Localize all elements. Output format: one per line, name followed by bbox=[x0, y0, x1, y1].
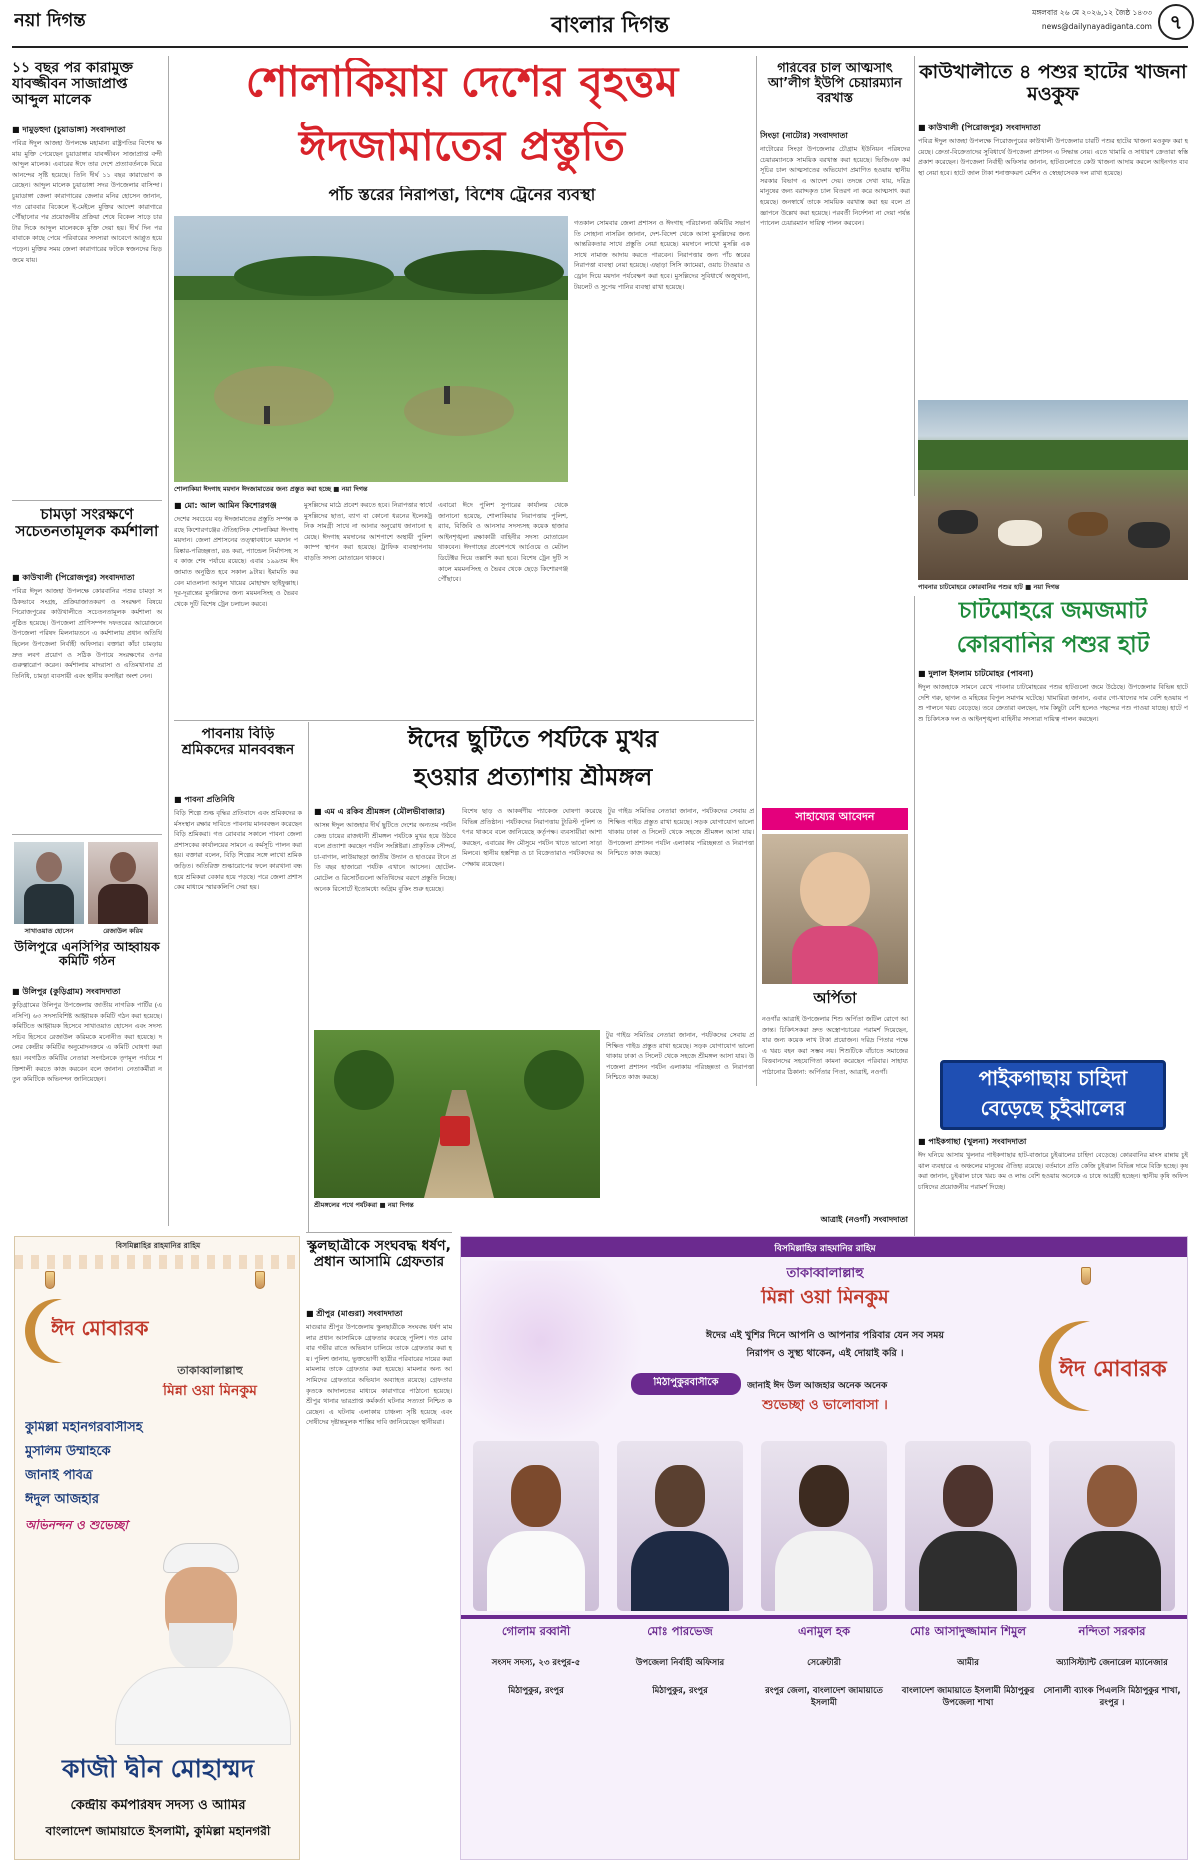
ad1-minna: মিন্না ওয়া মিনকুম bbox=[163, 1383, 257, 1399]
byline-singra: সিংড়া (নাটোর) সংবাদদাতা bbox=[760, 131, 848, 140]
page-number-text: ৭ bbox=[1169, 10, 1183, 34]
appeal-child-name: অর্পিতা bbox=[813, 990, 857, 1007]
ad1-bismillah: বিসমিল্লাহির রাহমানির রাহিম bbox=[115, 1241, 201, 1250]
byline-kawkhali: ■ কাউখালী (পিরোজপুর) সংবাদদাতা bbox=[12, 573, 135, 582]
headline-bidi-workers: পাবনায় বিড়ি শ্রমিকদের মানববন্ধন bbox=[181, 726, 295, 759]
ad2-wish2: নিরাপদ ও সুস্থ্য থাকেন, এই দোয়াই করি । bbox=[746, 1348, 904, 1359]
headline-rape-arrest: স্কুলছাত্রীকে সংঘবদ্ধ ধর্ষণ, প্রধান আসামি গ্রেফতার bbox=[307, 1238, 451, 1271]
ad1-taqabbal: তাকাব্বালাল্লাহু bbox=[177, 1365, 243, 1377]
ad1-line3: জানাই পবিত্র bbox=[25, 1469, 93, 1483]
ad2-person-name: মোঃ আসাদুজ্জামান শিমুল bbox=[910, 1625, 1026, 1638]
lead-photo bbox=[174, 216, 568, 482]
ad2-person-card bbox=[611, 1435, 749, 1855]
headline-chatmohar-line1: চাটমোহরে জমজমাট bbox=[958, 598, 1148, 624]
ad2-person-photo bbox=[1049, 1441, 1175, 1611]
body-bidi-workers: বিড়ি শিল্পে শুল্ক বৃদ্ধির প্রতিবাদে এবং শ্রমিকদের কর্মসংস্থান রক্ষার দাবিতে পাবনায় মানববন্ধন করেছেন বিড়ি শ্রমিকরা। গত রোববার সকালে পাবনা জেলা প্রশাসকের কার্যালয়ের সামনে এ কর্মসূচি পালন করা হয়। বক্তারা বলেন, বিড়ি শিল্পের সঙ্গে লাখো শ্রমিক জড়িত। অতিরিক্ত শুল্কারোপের ফলে কারখানা বন্ধ হয়ে শ্রমিকরা বেকার হয়ে পড়ছে। পরে জেলা প্রশাসকের মাধ্যমে স্মারকলিপি দেয়া হয়। bbox=[174, 809, 302, 892]
ad1-line4: ঈদুল আজহার bbox=[25, 1493, 100, 1507]
page-number bbox=[1158, 4, 1194, 40]
ad2-person-title: অ্যাসিস্ট্যান্ট জেনারেল ম্যানেজার bbox=[1056, 1658, 1168, 1668]
lead-body-col3: এবারো ঈদে পুলিশ সুপারের কার্যালয় থেকে জানানো হয়েছে, শোলাকিয়ার নিরাপত্তায় পুলিশ, র‍্যাব, বিজিবি ও আনসার সদস্যসহ কয়েক হাজার আইনশৃঙ্খলা রক্ষাকারী বাহিনীর সদস্য মোতায়েন থাকবেন। ঈদগাহের প্রবেশপথে আর্চওয়ে ও মেটাল ডিটেক্টর দিয়ে তল্লাশি করা হবে। বিশেষ ট্রেন দুটি সকালে ময়মনসিংহ ও ভৈরব থেকে ছেড়ে কিশোরগঞ্জ পৌঁছাবে। bbox=[438, 501, 568, 584]
body-srimangal-4: টুর গাইড সমিতির নেতারা জানান, পর্যটকদের সেবায় প্রশিক্ষিত গাইড প্রস্তুত রাখা হয়েছে। সড়ক যোগাযোগ ভালো থাকায় ঢাকা ও সিলেট থেকে সহজে শ্রীমঙ্গল আসা যায়। উপজেলা প্রশাসন পর্যটন এলাকায় পরিচ্ছন্নতা ও নিরাপত্তা নিশ্চিতে কাজ করছে। bbox=[606, 1031, 754, 1082]
ad2-person-card bbox=[755, 1435, 893, 1855]
caption-sakhawat: সাখাওয়াত হোসেন bbox=[24, 927, 74, 935]
ad2-person-card bbox=[899, 1435, 1037, 1855]
ad2-bismillah: বিসমিল্লাহির রাহমানির রাহিম bbox=[774, 1244, 876, 1254]
byline-srimangal: ■ এম এ রকিব শ্রীমঙ্গল (মৌলভীবাজার) bbox=[314, 807, 446, 816]
ad2-person-org: রংপুর জেলা, বাংলাদেশ জামায়াতে ইসলামী bbox=[765, 1686, 883, 1708]
ad2-person-title: উপজেলা নির্বাহী অফিসার bbox=[635, 1658, 725, 1668]
body-chatmohar: ঈদুল আজহাকে সামনে রেখে পাবনার চাটমোহরের পশুর হাটগুলো জমে উঠেছে। উপজেলার বিভিন্ন হাটে দেশি গরু, ছাগল ও মহিষের বিপুল সমাগম ঘটেছে। খামারিরা জানান, এবার গো-খাদ্যের দাম বেশি হওয়ায় পশু পালনে খরচ বেড়েছে। তবে ক্রেতারা বলছেন, দাম কিছুটা বেশি হলেও পছন্দের পশু পাওয়া যাচ্ছে। হাটে পশু চিকিৎসক দল ও আইনশৃঙ্খলা বাহিনীর সদস্যরা দায়িত্ব পালন করছেন। bbox=[918, 683, 1188, 723]
byline-chatmohar: ■ দুলাল ইসলাম চাটমোহর (পাবনা) bbox=[918, 669, 1034, 678]
headline-chatmohar-line2: কোরবানির পশুর হাট bbox=[956, 632, 1150, 658]
ad2-person-org: বাংলাদেশ জামায়াতে ইসলামী মিঠাপুকুর উপজেলা শাখা bbox=[901, 1686, 1035, 1708]
headline-khajna: কাউখালীতে ৪ পশুর হাটের খাজনা মওকুফ bbox=[919, 62, 1187, 105]
ad2-mithapukur: মিঠাপুকুরবাসীকে bbox=[653, 1377, 719, 1388]
cattle-market-caption: পাবনার চাটমোহরে কোরবানির পশুর হাট ■ নয়া দিগন্ত bbox=[918, 583, 1060, 591]
lead-headline-line2: ঈদজামাতের প্রস্তুতি bbox=[299, 122, 625, 170]
ad2-mithapukur-line2: জানাই ঈদ উল আজহার অনেক অনেক bbox=[747, 1381, 888, 1391]
ad1-line2: মুসলিম উম্মাহকে bbox=[25, 1445, 111, 1459]
ad2-person-photo bbox=[617, 1441, 743, 1611]
ad1-eid-mubarak: ঈদ মোবারক bbox=[51, 1317, 149, 1340]
byline-pabna: ■ পাবনা প্রতিনিধি bbox=[174, 795, 235, 804]
lead-body-col2: মুসল্লিদের মাঠে প্রবেশ করতে হবে। নিরাপত্তার স্বার্থে মুসল্লিদের ছাতা, ব্যাগ বা কোনো ধরনের ইলেকট্রনিক সামগ্রী সাথে না আনার অনুরোধ জানানো হয়েছে। ঈদগাহ ময়দানের আশপাশে অস্থায়ী পুলিশ ক্যাম্প স্থাপন করা হয়েছে। ট্রাফিক ব্যবস্থাপনায় বাড়তি সদস্য মোতায়েন থাকবে। bbox=[304, 501, 432, 562]
headline-leather: চামড়া সংরক্ষণে সচেতনতামূলক কর্মশালা bbox=[15, 506, 159, 541]
ad1-greeting: অভিনন্দন ও শুভেচ্ছা bbox=[25, 1519, 128, 1532]
caption-rezaul: রেজাউল করিম bbox=[103, 927, 143, 935]
photo-sakhawat bbox=[14, 842, 84, 924]
ad2-person-title: সংসদ সদস্য, ২৩ রংপুর-৫ bbox=[491, 1658, 581, 1668]
ad2-wish: ঈদের এই খুশির দিনে আপনি ও আপনার পরিবার যেন সব সময় bbox=[706, 1330, 944, 1341]
byline-paikgachha: ■ পাইকগাছা (খুলনা) সংবাদদাতা bbox=[918, 1137, 1027, 1146]
headline-rice: গরিবের চাল আত্মসাৎ আ’লীগ ইউপি চেয়ারম্যান বরখাস্ত bbox=[768, 62, 902, 106]
ad2-person-name: এনামুল হক bbox=[798, 1625, 850, 1638]
appeal-banner bbox=[762, 808, 908, 830]
lead-byline: ■ মো: আল আমিন কিশোরগঞ্জ bbox=[174, 501, 277, 510]
section-title: বাংলার দিগন্ত bbox=[550, 13, 670, 38]
lead-photo-caption: শোলাকিয়া ঈদগাহ ময়দান ঈদজামাতের জন্য প্রস্তুত করা হচ্ছে ■ নয়া দিগন্ত bbox=[174, 485, 368, 493]
masthead-rule bbox=[12, 46, 1188, 48]
ad2-person-photo bbox=[905, 1441, 1031, 1611]
ad2-person-photo bbox=[473, 1441, 599, 1611]
srimangal-photo bbox=[314, 1030, 600, 1198]
headline-srimangal-line2: হওয়ার প্রত্যাশায় শ্রীমঙ্গল bbox=[413, 764, 653, 791]
appeal-banner-text: সাহায্যের আবেদন bbox=[795, 811, 875, 823]
site-email: news@dailynayadiganta.com bbox=[1041, 22, 1152, 31]
ad2-person-photo bbox=[761, 1441, 887, 1611]
ad1-name: কাজী দ্বীন মোহাম্মদ bbox=[62, 1755, 254, 1783]
ad2-person-card bbox=[1043, 1435, 1181, 1855]
byline-damurhuda: ■ দামুড়হুদা (চুয়াডাঙ্গা) সংবাদদাতা bbox=[12, 125, 126, 134]
lead-body-right: গতকাল সোমবার জেলা প্রশাসন ও ঈদগাহ পরিচালনা কমিটির সভাপতি সোহানা নাসরিন জানান, দেশ-বিদেশ থেকে আসা মুসল্লিদের জন্য আন্তরিকতার সাথে প্রস্তুতি নেয়া হয়েছে। ময়দানে লাখো মুসল্লি একসাথে নামাজ আদায় করতে পারবেন। নিরাপত্তার জন্য পাঁচ স্তরের নিরাপত্তা ব্যবস্থা নেয়া হয়েছে। এছাড়া সিসি ক্যামেরা, ওয়াচ টাওয়ার ও ড্রোন দিয়ে ময়দান পর্যবেক্ষণ করা হবে। মুসল্লিদের সুবিধার্থে অজুখানা, টয়লেট ও সুপেয় পানির ব্যবস্থা রাখা হয়েছে। bbox=[574, 219, 750, 291]
ad2-person-name: মোঃ পারভেজ bbox=[647, 1625, 713, 1638]
date-line: মঙ্গলবার ২৬ মে ২০২৬,১২ জৈষ্ঠ ১৪৩৩ bbox=[1032, 8, 1152, 17]
headline-ncp: উলিপুরে এনসিপির আহ্বায়ক কমিটি গঠন bbox=[14, 940, 160, 969]
body-malek: পবিত্র ঈদুল আজহা উপলক্ষে মহামান্য রাষ্ট্রপতির বিশেষ ক্ষমায় মুক্তি পেয়েছেন চুয়াডাঙ্গার যাবজ্জীবন সাজাপ্রাপ্ত বন্দী আব্দুল মালেক। এবারের ঈদে তার দেশে প্রত্যাবর্তনকে ঘিরে আনন্দের সৃষ্টি হয়েছে। তিনি দীর্ঘ ১১ বছর কারাভোগ করেছেন। আব্দুল মালেক চুয়াডাঙ্গা সদর উপজেলার বাসিন্দা। চুয়াডাঙ্গা জেলা কারাগারের জেলার মনির হোসেন জানান, গত রোববার বিকেলে ই-মেইলে মুক্তির আদেশ কারাগারে পৌঁছানোর পর প্রয়োজনীয় প্রক্রিয়া শেষে বিকেল সাড়ে চারটার দিকে আব্দুল মালেককে মুক্তি দেয়া হয়। দীর্ঘ দিন পর বাবাকে কাছে পেয়ে পরিবারের সদস্যরা আবেগে আপ্লুত হয়ে পড়েন। মুক্তির সময় জেলা কারাগারের ফটকে স্বজনদের ভিড় জমে যায়। bbox=[12, 139, 162, 264]
ad2-person-title: আমীর bbox=[957, 1658, 979, 1668]
ad2-person-name: নন্দিতা সরকার bbox=[1078, 1625, 1146, 1638]
body-khajna: পবিত্র ঈদুল আজহা উপলক্ষে পিরোজপুরের কাউখালী উপজেলার চারটি পশুর হাটের খাজনা মওকুফ করা হয়েছে। ক্রেতা-বিক্রেতাদের সুবিধার্থে উপজেলা প্রশাসন এ সিদ্ধান্ত নেয়। এতে খামারি ও সাধারণ ক্রেতারা স্বস্তি প্রকাশ করেছেন। উপজেলা নির্বাহী অফিসার জানান, হাটগুলোতে কেউ খাজনা আদায় করলে আইনগত ব্যবস্থা নেয়া হবে। হাটে জাল টাকা শনাক্তকরণ মেশিন ও স্বেচ্ছাসেবক দল রাখা হয়েছে। bbox=[918, 137, 1188, 177]
ad2-mithapukur-badge bbox=[631, 1373, 741, 1395]
ad2-person-card bbox=[467, 1435, 605, 1855]
lead-subheadline: পাঁচ স্তরের নিরাপত্তা, বিশেষ ট্রেনের ব্যবস্থা bbox=[328, 186, 596, 204]
body-srimangal-3: টুর গাইড সমিতির নেতারা জানান, পর্যটকদের সেবায় প্রশিক্ষিত গাইড প্রস্তুত রাখা হয়েছে। সড়ক যোগাযোগ ভালো থাকায় ঢাকা ও সিলেট থেকে সহজে শ্রীমঙ্গল আসা যায়। উপজেলা প্রশাসন পর্যটন এলাকায় পরিচ্ছন্নতা ও নিরাপত্তা নিশ্চিতে কাজ করছে। bbox=[608, 807, 754, 858]
eid-greeting-ad-mithapukur bbox=[460, 1236, 1188, 1860]
appeal-byline: আত্রাই (নওগাঁ) সংবাদদাতা bbox=[820, 1215, 908, 1224]
body-srimangal-1: আসন্ন ঈদুল আজহার দীর্ঘ ছুটিতে দেশের অন্যতম পর্যটনকেন্দ্র চায়ের রাজধানী শ্রীমঙ্গল পর্যটকে মুখর হয়ে উঠবে বলে প্রত্যাশা করছেন পর্যটন সংশ্লিষ্টরা। প্রাকৃতিক সৌন্দর্য, চা-বাগান, লাউয়াছড়া জাতীয় উদ্যান ও হাওরের টানে প্রতি বছর হাজারো পর্যটক এখানে আসেন। হোটেল-মোটেল ও রিসোর্টগুলো অতিথিদের বরণে প্রস্তুতি নিচ্ছে। অনেক রিসোর্টে ইতোমধ্যে অগ্রিম বুকিং শুরু হয়েছে। bbox=[314, 821, 456, 893]
headline-paikgachha-line2: বেড়েছে চুইঝালের bbox=[980, 1097, 1126, 1120]
byline-ulipur: ■ উলিপুর (কুড়িগ্রাম) সংবাদদাতা bbox=[12, 987, 121, 996]
cattle-market-photo bbox=[918, 400, 1188, 580]
byline-kawkhali-2: ■ কাউখালী (পিরোজপুর) সংবাদদাতা bbox=[918, 123, 1041, 132]
ad2-person-name: গোলাম রব্বানী bbox=[501, 1625, 571, 1638]
ad1-role: কেন্দ্রীয় কর্মপরিষদ সদস্য ও আমির bbox=[70, 1799, 246, 1813]
appeal-body: নওগাঁর আত্রাই উপজেলার শিশু অর্পিতা জটিল রোগে আক্রান্ত। চিকিৎসকরা দ্রুত অস্ত্রোপচারের পরামর্শ দিয়েছেন, যার জন্য কয়েক লাখ টাকা প্রয়োজন। দরিদ্র পিতার পক্ষে এ খরচ বহন করা সম্ভব নয়। শিশুটিকে বাঁচাতে সমাজের বিত্তবানদের সহযোগিতা কামনা করেছেন পরিবার। সাহায্য পাঠানোর ঠিকানা: অর্পিতার পিতা, আত্রাই, নওগাঁ। bbox=[762, 1015, 908, 1076]
ad2-minna: মিন্না ওয়া মিনকুম bbox=[761, 1287, 889, 1308]
paikgachha-heading-box bbox=[940, 1060, 1166, 1130]
headline-paikgachha-line1: পাইকগাছায় চাহিদা bbox=[978, 1067, 1128, 1090]
ad2-person-org: মিঠাপুকুর, রংপুর bbox=[652, 1686, 708, 1696]
body-srimangal-2: বিশেষ ছাড় ও আকর্ষণীয় প্যাকেজ ঘোষণা করেছে বিভিন্ন প্রতিষ্ঠান। পর্যটকদের নিরাপত্তায় ট্যুরিস্ট পুলিশ তৎপর থাকবে বলে জানিয়েছে কর্তৃপক্ষ। ব্যবসায়ীরা আশা করছেন, এবারের ঈদ মৌসুমে পর্যটন খাতে ভালো সাড়া মিলবে। স্থানীয় হস্তশিল্প ও চা বিক্রেতারাও পর্যটকদের অপেক্ষায় রয়েছেন। bbox=[462, 807, 602, 868]
lead-headline-line1: শোলাকিয়ায় দেশের বৃহত্তম bbox=[245, 58, 679, 106]
ad2-love: শুভেচ্ছা ও ভালোবাসা । bbox=[762, 1399, 888, 1413]
ad1-line1: কুমিল্লা মহানগরবাসীসহ bbox=[25, 1421, 143, 1435]
body-ncp: কুড়িগ্রামের উলিপুর উপজেলায় জাতীয় নাগরিক পার্টির (এনসিপি) ৬৩ সদস্যবিশিষ্ট আহ্বায়ক কমিটি গঠন করা হয়েছে। কমিটিতে আহ্বায়ক হিসেবে সাখাওয়াত হোসেন এবং সদস্য সচিব হিসেবে রেজাউল করিমকে মনোনীত করা হয়েছে। দলের কেন্দ্রীয় কমিটির অনুমোদনক্রমে এ কমিটি ঘোষণা করা হয়। নবগঠিত কমিটির নেতারা সংগঠনকে তৃণমূল পর্যায়ে শক্তিশালী করতে কাজ করবেন বলে জানান। নেতাকর্মীরা নতুন কমিটিকে অভিনন্দন জানিয়েছেন। bbox=[12, 1001, 162, 1084]
photo-rezaul bbox=[88, 842, 158, 924]
ad1-portrait bbox=[107, 1537, 297, 1745]
newspaper-logo: নয়া দিগন্ত bbox=[14, 10, 86, 31]
masthead bbox=[0, 0, 1200, 50]
body-leather: পবিত্র ঈদুল আজহা উপলক্ষে কোরবানির পশুর চামড়া সঠিকভাবে সংগ্রহ, প্রক্রিয়াজাতকরণ ও সংরক্ষণ বিষয়ে পিরোজপুরের কাউখালীতে সচেতনতামূলক কর্মশালা অনুষ্ঠিত হয়েছে। উপজেলা প্রাণিসম্পদ দফতরের আয়োজনে উপজেলা পরিষদ মিলনায়তনে এ কর্মশালায় প্রধান অতিথি ছিলেন উপজেলা নির্বাহী অফিসার। বক্তারা কাঁচা চামড়ায় দ্রুত লবণ প্রয়োগ ও সঠিক উপায়ে সংরক্ষণের ওপর গুরুত্বারোপ করেন। কর্মশালায় মাদরাসা ও এতিমখানার প্রতিনিধি, চামড়া ব্যবসায়ী এবং স্থানীয় কসাইরা অংশ নেন। bbox=[12, 587, 162, 680]
lead-body-col1: দেশের সবচেয়ে বড় ঈদজামাতের প্রস্তুতি সম্পন্ন করছে কিশোরগঞ্জের ঐতিহাসিক শোলাকিয়া ঈদগাহ ময়দান। জেলা প্রশাসনের তত্ত্বাবধানে ময়দান পরিষ্কার-পরিচ্ছন্নতা, রঙ করা, প্যান্ডেল নির্মাণসহ সব কাজ শেষ পর্যায়ে রয়েছে। এবার ১৯৯তম ঈদজামাত অনুষ্ঠিত হবে সকাল ৯টায়। ইমামতি করবেন মাওলানা আবুল খায়ের মোহাম্মদ ছাইফুল্লাহ। দূর-দূরান্তের মুসল্লিদের জন্য ময়মনসিংহ ও ভৈরব থেকে দুটি বিশেষ ট্রেন চলাচল করবে। bbox=[174, 515, 298, 608]
eid-greeting-ad-cumilla bbox=[14, 1236, 300, 1860]
body-paikgachha: ঈদ ঘনিয়ে আসায় খুলনার পাইকগাছার হাট-বাজারে চুইঝালের চাহিদা বেড়েছে। কোরবানির মাংস রান্নায় চুইঝাল ব্যবহারে এ অঞ্চলের মানুষের ঐতিহ্য রয়েছে। বর্তমানে প্রতি কেজি চুইঝাল বিভিন্ন দামে বিক্রি হচ্ছে। কৃষকরা জানান, চুইঝাল চাষে খরচ কম ও লাভ বেশি হওয়ায় অনেকে এ চাষে আগ্রহী হচ্ছেন। স্থানীয় কৃষি অফিস চাষিদের প্রয়োজনীয় পরামর্শ দিচ্ছে। bbox=[918, 1151, 1188, 1191]
headline-srimangal-line1: ঈদের ছুটিতে পর্যটকে মুখর bbox=[407, 726, 659, 753]
srimangal-caption: শ্রীমঙ্গলের পথে পর্যটকরা ■ নয়া দিগন্ত bbox=[314, 1201, 414, 1209]
byline-sreepur: ■ শ্রীপুর (মাগুরা) সংবাদদাতা bbox=[306, 1309, 403, 1318]
body-rape-arrest: মাগুরার শ্রীপুর উপজেলায় স্কুলছাত্রীকে সংঘবদ্ধ ধর্ষণ মামলার প্রধান আসামিকে গ্রেফতার করেছে পুলিশ। গত রোববার গভীর রাতে অভিযান চালিয়ে তাকে গ্রেফতার করা হয়। পুলিশ জানায়, ভুক্তভোগী ছাত্রীর পরিবারের দায়ের করা মামলায় তাকে গ্রেফতার করা হয়েছে। মামলার অন্য আসামিদের গ্রেফতারে অভিযান অব্যাহত রয়েছে। গ্রেফতারকৃতকে আদালতের মাধ্যমে কারাগারে পাঠানো হয়েছে। শ্রীপুর থানার ভারপ্রাপ্ত কর্মকর্তা ঘটনার সত্যতা নিশ্চিত করেছেন। এ ঘটনায় এলাকায় চাঞ্চল্য সৃষ্টি হয়েছে এবং দোষীদের দৃষ্টান্তমূলক শাস্তির দাবি জানিয়েছেন স্থানীয়রা। bbox=[306, 1323, 452, 1427]
appeal-child-photo bbox=[762, 834, 908, 984]
ad1-org: বাংলাদেশ জামায়াতে ইসলামী, কুমিল্লা মহানগরী bbox=[45, 1825, 271, 1838]
ad2-eid-mubarak: ঈদ মোবারক bbox=[1059, 1357, 1167, 1382]
headline-malek: ১১ বছর পর কারামুক্ত যাবজ্জীবন সাজাপ্রাপ্ত আব্দুল মালেক bbox=[12, 60, 133, 109]
ad2-person-title: সেক্রেটারী bbox=[807, 1658, 841, 1668]
ad2-person-org: সোনালী ব্যাংক পিএলসি মিঠাপুকুর শাখা, রংপুর । bbox=[1043, 1686, 1181, 1708]
body-rice: নাটোরের সিংড়া উপজেলার চৌগ্রাম ইউনিয়ন পরিষদের চেয়ারম্যানকে সাময়িক বরখাস্ত করা হয়েছে। ভিজিএফ কর্মসূচির চাল আত্মসাতের অভিযোগ প্রমাণিত হওয়ায় স্থানীয় সরকার বিভাগ এ আদেশ দেয়। তদন্তে দেখা যায়, দরিদ্র মানুষের জন্য বরাদ্দকৃত চাল বিতরণ না করে আত্মসাৎ করা হয়েছে। জনস্বার্থে তাকে সাময়িক বরখাস্ত করা হয় বলে প্রজ্ঞাপনে উল্লেখ করা হয়েছে। পরবর্তী নির্দেশনা না দেয়া পর্যন্ত প্যানেল চেয়ারম্যান দায়িত্ব পালন করবেন। bbox=[760, 145, 910, 228]
ad2-person-org: মিঠাপুকুর, রংপুর bbox=[508, 1686, 564, 1696]
ad2-taqabbal: তাকাব্বালাল্লাহু bbox=[786, 1267, 864, 1281]
